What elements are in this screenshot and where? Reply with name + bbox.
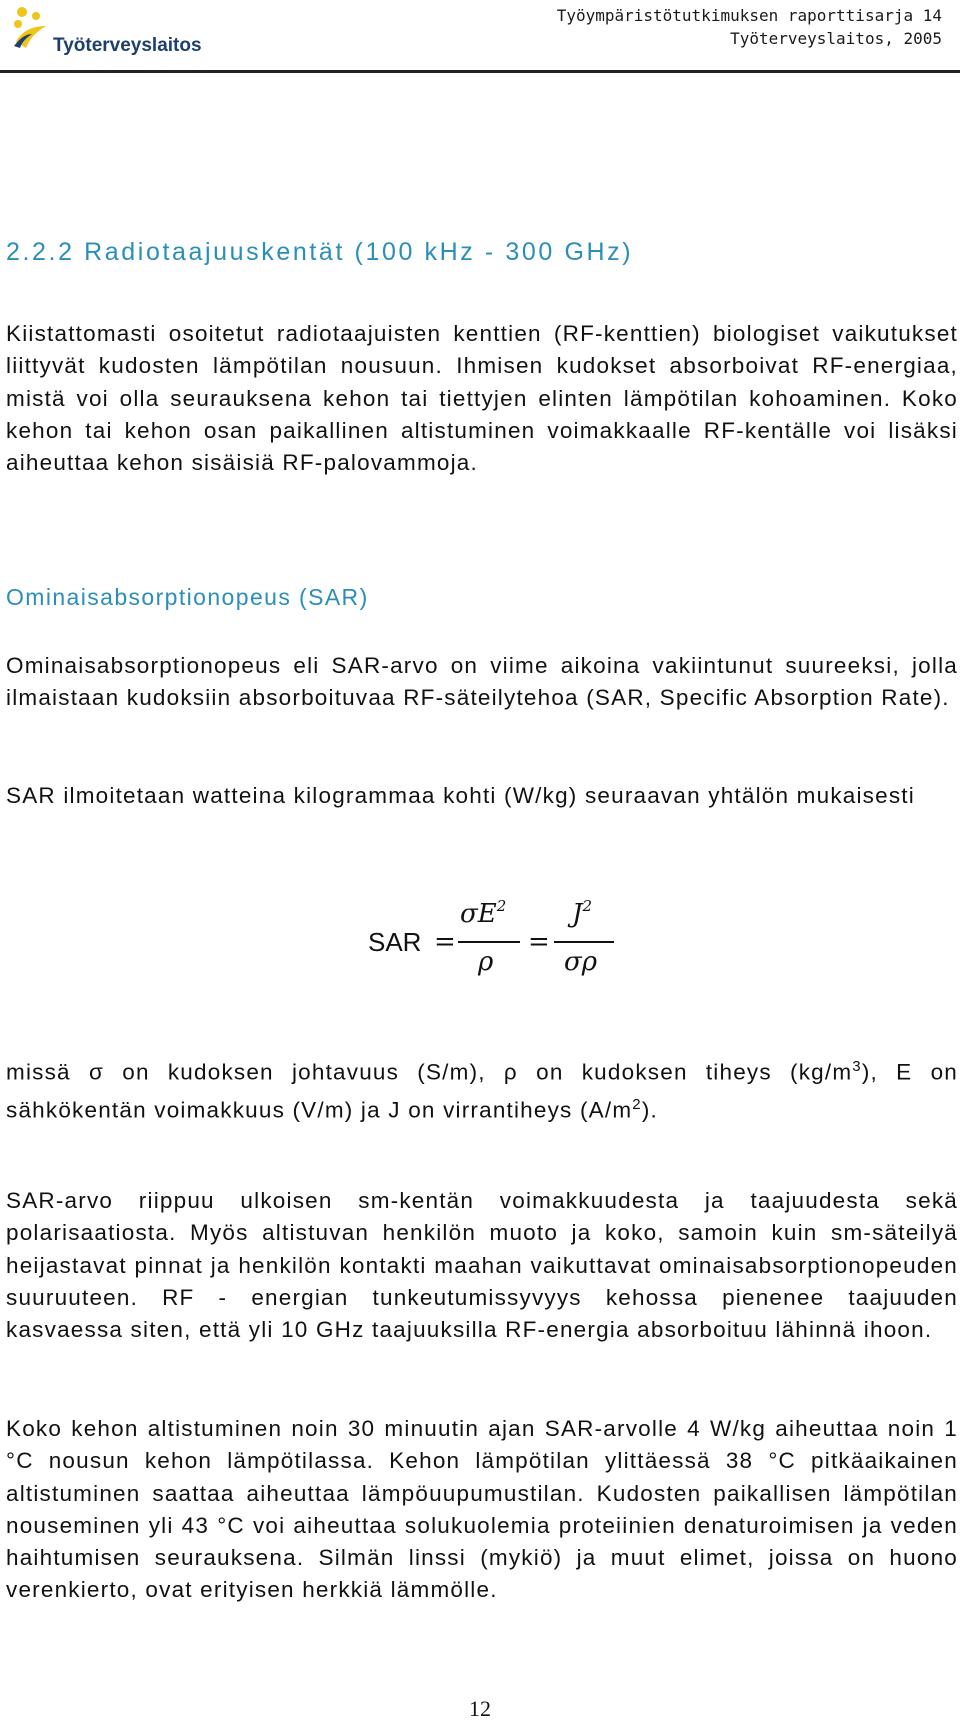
intro-paragraph: Kiistattomasti osoitetut radiotaajuisten kenttien (RF-kenttien) biologiset vaikutukset liittyvät kudosten lämpötilan nousuun. Ihmisen kudokset absorboivat RF-energiaa, mistä voi olla seurauksena kehon tai tiettyjen elinten lämpötilan kohoaminen. Koko kehon tai kehon osan paikallinen altistuminen voimakkaalle RF-kentälle voi lisäksi aiheuttaa kehon sisäisiä RF-palovammoja. bbox=[6, 321, 958, 476]
logo-wordmark: Työterveyslaitos bbox=[53, 35, 202, 56]
logo-mark-icon bbox=[10, 4, 50, 48]
header-rule bbox=[0, 70, 960, 73]
publisher-year: Työterveyslaitos, 2005 bbox=[730, 29, 942, 48]
fraction-bar-1 bbox=[458, 941, 520, 943]
formula-numerator-2: $J^2$ bbox=[572, 897, 592, 929]
sar-definition-paragraph: Ominaisabsorptionopeus eli SAR-arvo on viime aikoina vakiintunut suureeksi, jolla ilmaistaan kudoksiin absorboituvaa RF-säteilytehoa (SAR, Specific Absorption Rate). bbox=[6, 653, 958, 711]
heat-effects-paragraph: Koko kehon altistuminen noin 30 minuutin ajan SAR-arvolle 4 W/kg aiheuttaa noin 1 °C nousun kehon lämpötilassa. Kehon lämpötilan ylittäessä 38 °C pitkäaikainen altistuminen saattaa aiheuttaa lämpöuupumustilan. Kudosten paikallisen lämpötilan nouseminen yli 43 °C voi aiheuttaa solukuolemia proteiinien denaturoimisen ja veden haihtumisen seurauksena. Silmän linssi (mykiö) ja muut elimet, joissa on huono verenkierto, ovat erityisen herkkiä lämmölle. bbox=[6, 1416, 958, 1603]
formula-denominator-2: σρ bbox=[564, 947, 598, 977]
sar-units-paragraph: SAR ilmoitetaan watteina kilogrammaa kohti (W/kg) seuraavan yhtälön mukaisesti bbox=[6, 783, 915, 808]
formula-lhs: SAR bbox=[368, 927, 422, 957]
sar-formula bbox=[368, 897, 628, 995]
sar-dependency-paragraph: SAR-arvo riippuu ulkoisen sm-kentän voimakkuudesta ja taajuudesta sekä polarisaatiosta. Myös altistuvan henkilön muoto ja koko, samoin kuin sm-säteilyä heijastavat pinnat ja henkilön kontakti maahan vaikuttavat ominaisabsorptionopeuden suuruuteen. RF - energian tunkeutumissyvyys kehossa pienenee taajuuden kasvaessa siten, että yli 10 GHz taajuuksilla RF-energia absorboituu lähinnä ihoon. bbox=[6, 1188, 958, 1343]
formula-legend: missä σ on kudoksen johtavuus (S/m), ρ on kudoksen tiheys $(kg/m^3)$, E on sähkökentän voimakkuus (V/m) ja J on virrantiheys $(A/m^2)$. bbox=[6, 1058, 958, 1123]
series-title: Työympäristötutkimuksen raporttisarja 14 bbox=[556, 6, 942, 25]
formula-equals-1: = bbox=[434, 927, 456, 957]
fraction-bar-2 bbox=[554, 941, 614, 943]
formula-equals-2: = bbox=[528, 927, 550, 957]
institute-logo bbox=[10, 4, 200, 64]
subsection-heading: Ominaisabsorptionopeus (SAR) bbox=[6, 584, 369, 610]
page-number: 12 bbox=[469, 1696, 491, 1721]
section-heading: 2.2.2 Radiotaajuuskentät (100 kHz - 300 GHz) bbox=[6, 238, 634, 266]
formula-denominator-1: ρ bbox=[478, 947, 494, 977]
formula-numerator-1: $\sigma E^2$ bbox=[460, 897, 507, 929]
page-header bbox=[0, 0, 960, 76]
report-series bbox=[557, 4, 942, 50]
